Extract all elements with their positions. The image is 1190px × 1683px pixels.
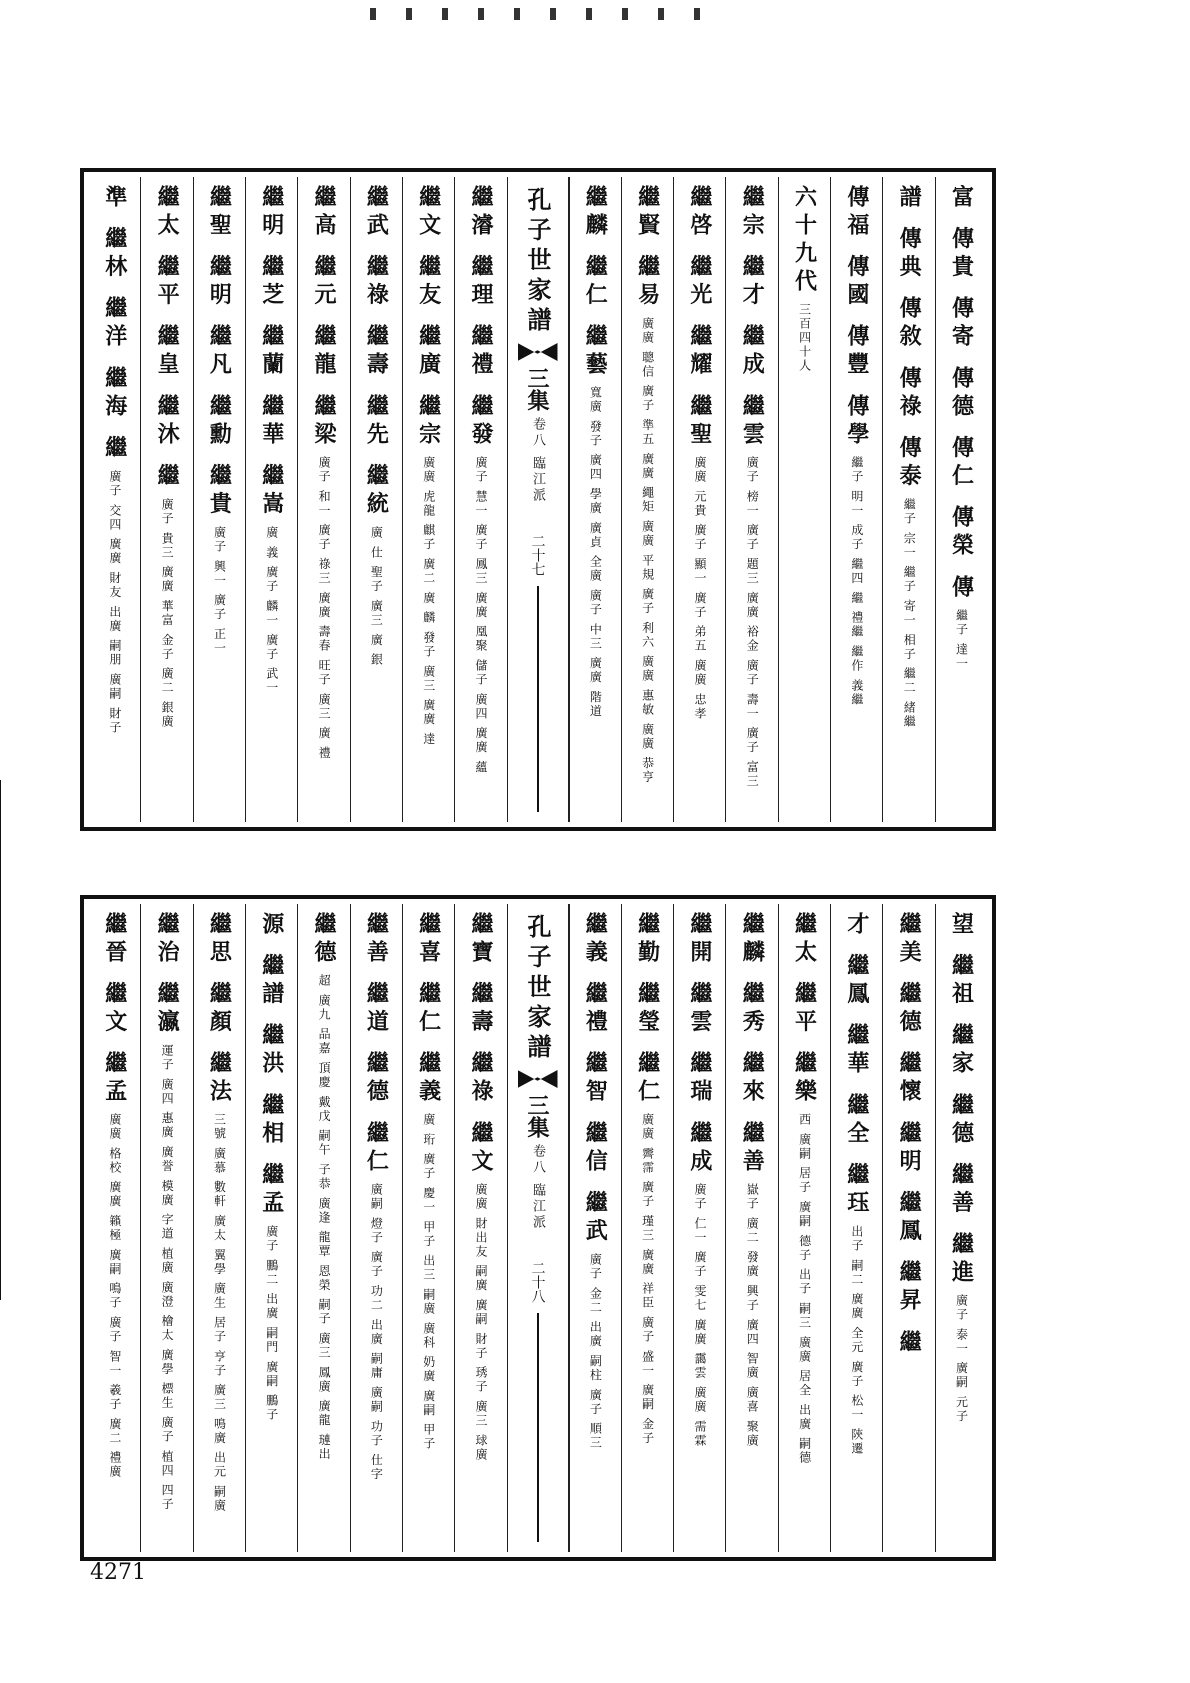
generation-heading: 六十九代 三百四十人 [778,177,830,822]
section-label: 卷八 臨江派 [530,417,545,505]
fishtail-mark-icon [518,1070,558,1088]
column: 繼勤 繼瑩 繼仁 廣廣 霽霈 廣子 瑾三 廣廣 祥臣 廣子 盛一 廣嗣 金子 [621,904,673,1552]
book-title: 孔子世家譜 [523,187,552,337]
column: 繼濬 繼理 繼禮 繼發 廣子 慧一 廣子 鳳三 廣廣 凰聚 儲子 廣四 廣廣 蘊 [454,177,506,822]
column: 繼治 繼瀛 運子 廣四 惠廣 廣誉 模廣 字道 植廣 廣澄 檜太 廣學 標生 廣子 植四 四子 [140,904,192,1552]
scan-header-marks [370,8,870,20]
leaf-number: 二十八 [529,1261,546,1304]
column: 繼晉 繼文 繼孟 廣廣 格校 廣廣 籟極 廣嗣 鳴子 廣子 智一 羲子 廣二 禮廣 [101,912,128,1480]
column: 繼德 超 廣九 品嘉 頂慶 戴戊 嗣午 子恭 廣逢 龍覃 恩榮 嗣子 廣三 鳳廣 廣龍 璉出 [297,904,349,1552]
gutter-line [537,1313,539,1542]
column: 繼宗 繼才 繼成 繼雲 廣子 榜一 廣子 題三 廣廣 裕金 廣子 壽一 廣子 富三 [725,177,777,822]
column: 才 繼鳳 繼華 繼全 繼珏 出子 嗣二 廣廣 全元 廣子 松一 陝遷 [830,904,882,1552]
volume-label: 三集 [524,367,550,411]
column: 繼賢 繼易 廣廣 聰信 廣子 準五 廣廣 繩矩 廣廣 平規 廣子 利六 廣廣 惠敏 廣廣 恭亨 [621,177,673,822]
column: 繼聖 繼明 繼凡 繼勳 繼貴 廣子 興一 廣子 正一 [193,177,245,822]
column: 繼高 繼元 繼龍 繼梁 廣子 和一 廣子 祿三 廣廣 壽春 旺子 廣三 廣 禮 [297,177,349,822]
center-gutter [507,904,569,1552]
column: 繼文 繼友 繼廣 繼宗 廣廣 虎龍 麒子 廣二 廣 麟 發子 廣三 廣廣 達 [402,177,454,822]
column: 繼喜 繼仁 繼義 廣 珩 廣子 慶一 甲子 出三 嗣廣 廣科 奶廣 廣嗣 甲子 [402,904,454,1552]
column: 繼太 繼平 繼樂 西 廣嗣 居子 廣嗣 德子 出子 嗣三 廣廣 居全 出廣 嗣德 [778,904,830,1552]
leaf-number: 二十七 [529,534,546,577]
fishtail-mark-icon [518,343,558,361]
page-number: 4271 [90,1560,146,1585]
column: 繼善 繼道 繼德 繼仁 廣嗣 燈子 廣子 功二 出廣 嗣庸 廣嗣 功子 仕字 [350,904,402,1552]
column: 繼思 繼顏 繼法 三號 廣慕 數軒 廣太 翼學 廣生 居子 亨子 廣三 鳴廣 出元 嗣廣 [193,904,245,1552]
column: 源 繼譜 繼洪 繼相 繼孟 廣子 鵬二 出廣 嗣門 廣嗣 鵬子 [245,904,297,1552]
column: 繼麟 繼仁 繼藝 寬廣 發子 廣四 學廣 廣貞 全廣 廣子 中三 廣廣 階道 [569,177,621,822]
volume-label: 三集 [524,1094,550,1138]
gutter-line [537,586,539,812]
column: 繼開 繼雲 繼瑞 繼成 廣子 仁一 廣子 雯七 廣廣 靄雲 廣廣 需霖 [673,904,725,1552]
scan-edge-line [0,780,1,1300]
column: 繼寶 繼壽 繼祿 繼文 廣廣 財出友 嗣廣 廣嗣 財子 琇子 廣三 球廣 [454,904,506,1552]
center-gutter [507,177,569,822]
genealogy-page-top [80,168,996,831]
column: 繼麟 繼秀 繼來 繼善 嶽子 廣二 發廣 興子 廣四 智廣 廣喜 聚廣 [725,904,777,1552]
column: 富 傳貴 傳寄 傳德 傳仁 傳榮 傳 繼子 達一 [935,177,987,822]
column: 繼啓 繼光 繼耀 繼聖 廣廣 元貴 廣子 顯一 廣子 弟五 廣廣 忠孝 [673,177,725,822]
column: 繼武 繼祿 繼壽 繼先 繼統 廣 仕 聖子 廣三 廣 銀 [350,177,402,822]
book-title: 孔子世家譜 [523,914,552,1064]
genealogy-page-bottom [80,895,996,1561]
column: 繼太 繼平 繼皇 繼沐 繼 廣子 貴三 廣廣 華富 金子 廣二 銀廣 [140,177,192,822]
column: 譜 傳典 傳敘 傳祿 傳泰 繼子 宗一 繼子 寄一 相子 繼二 緒繼 [882,177,934,822]
column: 繼義 繼禮 繼智 繼信 繼武 廣子 金二 出廣 嗣柱 廣子 順三 [569,904,621,1552]
section-label: 卷八 臨江派 [530,1144,545,1232]
column: 望 繼祖 繼家 繼德 繼善 繼進 廣子 泰一 廣嗣 元子 [935,904,987,1552]
column: 傳福 傳國 傳豐 傳學 繼子 明一 成子 繼四 繼 禮繼 繼作 義繼 [830,177,882,822]
column: 繼美 繼德 繼懷 繼明 繼鳳 繼昇 繼 [882,904,934,1552]
column: 繼明 繼芝 繼蘭 繼華 繼嵩 廣 義 廣子 麟一 廣子 武一 [245,177,297,822]
column: 準 繼林 繼洋 繼海 繼 廣子 交四 廣廣 財友 出廣 嗣朋 廣嗣 財子 [101,185,128,735]
